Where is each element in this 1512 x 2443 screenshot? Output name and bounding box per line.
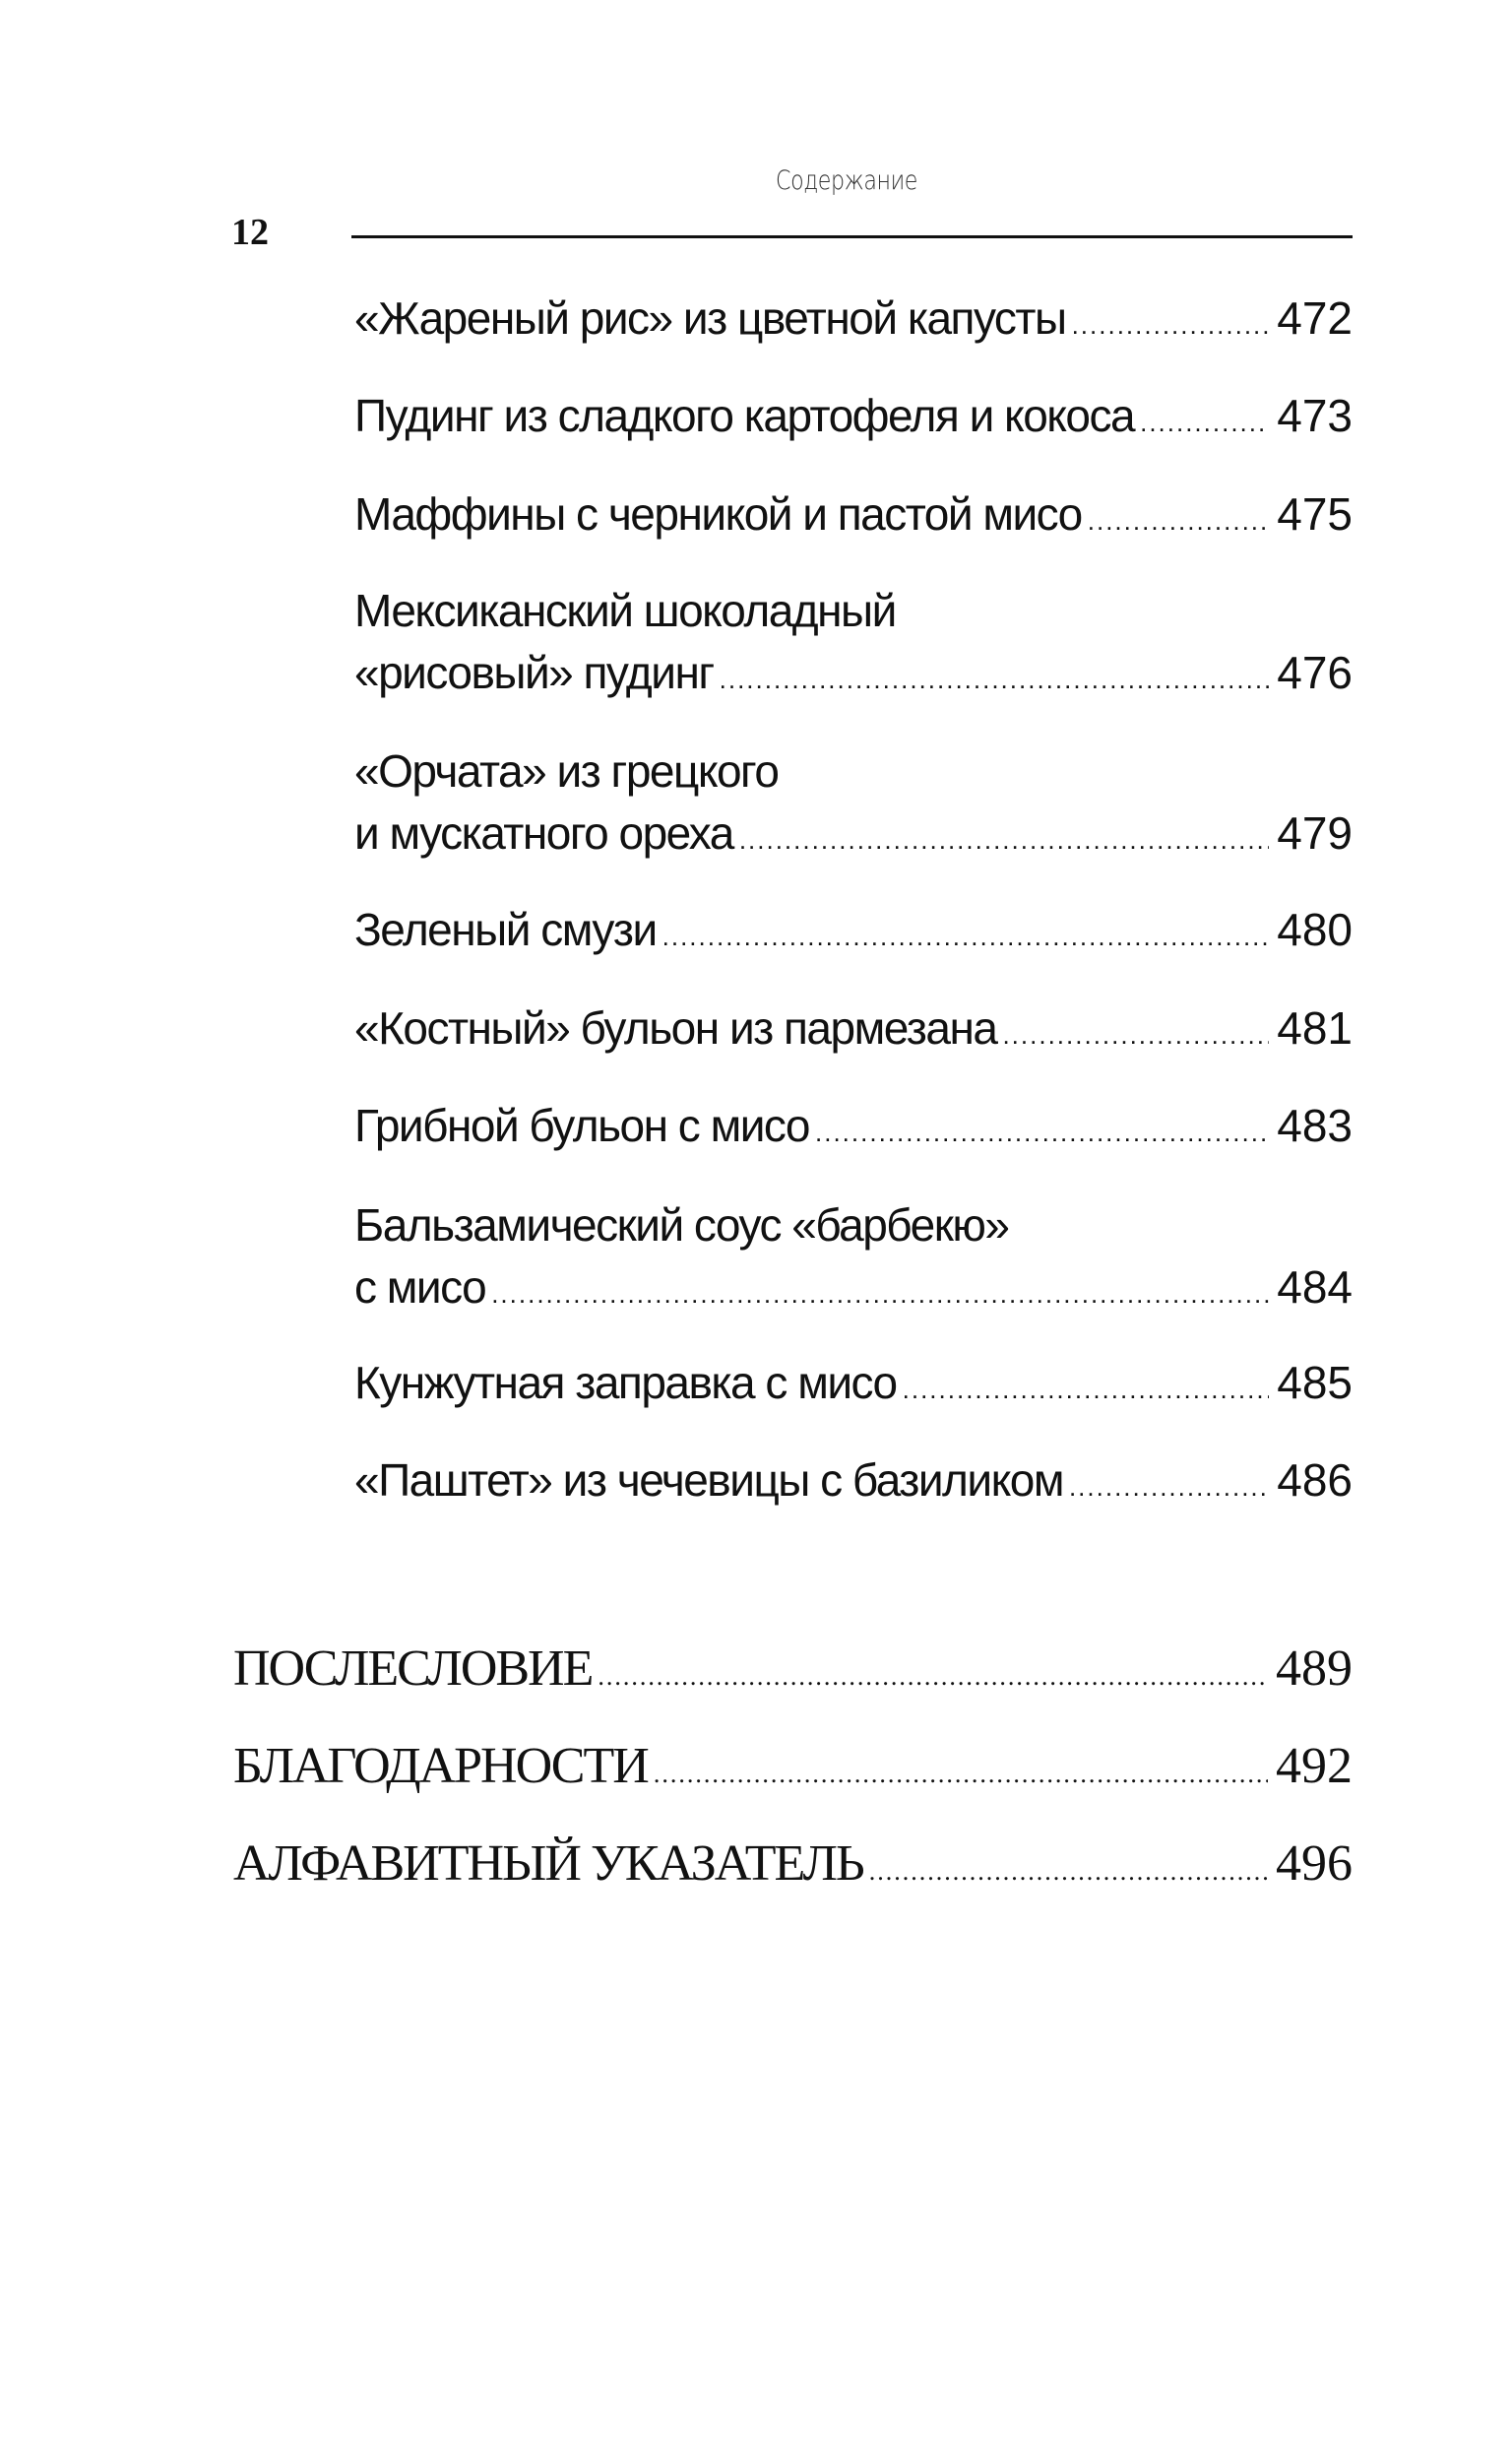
dot-leader [662,906,1270,961]
dot-leader [1069,1456,1269,1511]
toc-entry-title-line1: Мексиканский шоколадный [354,585,896,636]
dot-leader [1002,1004,1269,1060]
dot-leader [1140,392,1269,447]
toc-entry-page: 486 [1277,1454,1353,1506]
toc-entry-page: 483 [1277,1100,1353,1151]
back-matter-page: 496 [1276,1835,1353,1892]
toc-entry-title-line2: и мускатного ореха [354,807,733,859]
toc-entry-title: Зеленый смузи [354,904,657,955]
toc-entry-title-line2: «рисовый» пудинг [354,647,714,698]
dot-leader [815,1102,1269,1157]
toc-entry-title: «Жареный рис» из цветной капусты [354,292,1066,344]
toc-entry-page: 475 [1277,488,1353,540]
toc-entry-title: Пудинг из сладкого картофеля и кокоса [354,390,1135,441]
dot-leader [654,1742,1268,1796]
toc-entry-page: 481 [1277,1002,1353,1054]
toc-entry-page: 484 [1277,1261,1353,1313]
toc-entry-page: 476 [1277,647,1353,698]
dot-leader [903,1359,1270,1414]
toc-entry-title-line1: Бальзамический соус «барбекю» [354,1199,1009,1251]
dot-leader [720,649,1270,704]
toc-entry[interactable] [354,1352,1353,1414]
toc-entry-title: «Костный» бульон из пармезана [354,1002,997,1054]
dot-leader [869,1839,1268,1894]
toc-entry[interactable] [354,997,1353,1060]
dot-leader [1072,294,1270,350]
toc-entry-title: «Паштет» из чечевицы с базиликом [354,1454,1063,1506]
toc-entry[interactable] [354,899,1353,961]
toc-entry-title: Маффины с черникой и пастой мисо [354,488,1082,540]
back-matter-title: АЛФАВИТНЫЙ УКАЗАТЕЛЬ [233,1835,863,1892]
page-number: 12 [231,212,269,253]
toc-entry[interactable] [354,1449,1353,1511]
toc-entry-page: 472 [1277,292,1353,344]
toc-entry[interactable] [354,483,1353,546]
dot-leader [598,1644,1268,1699]
back-matter-page: 492 [1276,1738,1353,1794]
toc-entry-title: Кунжутная заправка с мисо [354,1357,897,1408]
dot-leader [491,1263,1269,1318]
back-matter-title: ПОСЛЕСЛОВИЕ [233,1640,593,1697]
toc-entry[interactable] [354,1095,1353,1157]
running-head-title: Содержание [776,165,917,196]
toc-back-matter-acknowledgements[interactable] [233,1734,1353,1796]
toc-entry-page: 485 [1277,1357,1353,1408]
toc-entry-page: 480 [1277,904,1353,955]
toc-entry-title: Грибной бульон с мисо [354,1100,810,1151]
toc-back-matter-afterword[interactable] [233,1637,1353,1699]
toc-entry[interactable] [354,288,1353,350]
dot-leader [739,809,1269,865]
header-rule [351,235,1353,238]
toc-entry-title-line1: «Орчата» из грецкого [354,745,779,797]
back-matter-title: БЛАГОДАРНОСТИ [233,1738,648,1794]
toc-entry[interactable] [354,1194,1353,1318]
toc-entry[interactable] [354,740,1353,865]
toc-back-matter-index[interactable] [233,1832,1353,1894]
toc-entry[interactable] [354,385,1353,447]
toc-entry-page: 479 [1277,807,1353,859]
dot-leader [1088,490,1269,546]
toc-entry[interactable] [354,580,1353,704]
toc-entry-title-line2: с мисо [354,1261,486,1313]
back-matter-page: 489 [1276,1640,1353,1697]
toc-entry-page: 473 [1277,390,1353,441]
